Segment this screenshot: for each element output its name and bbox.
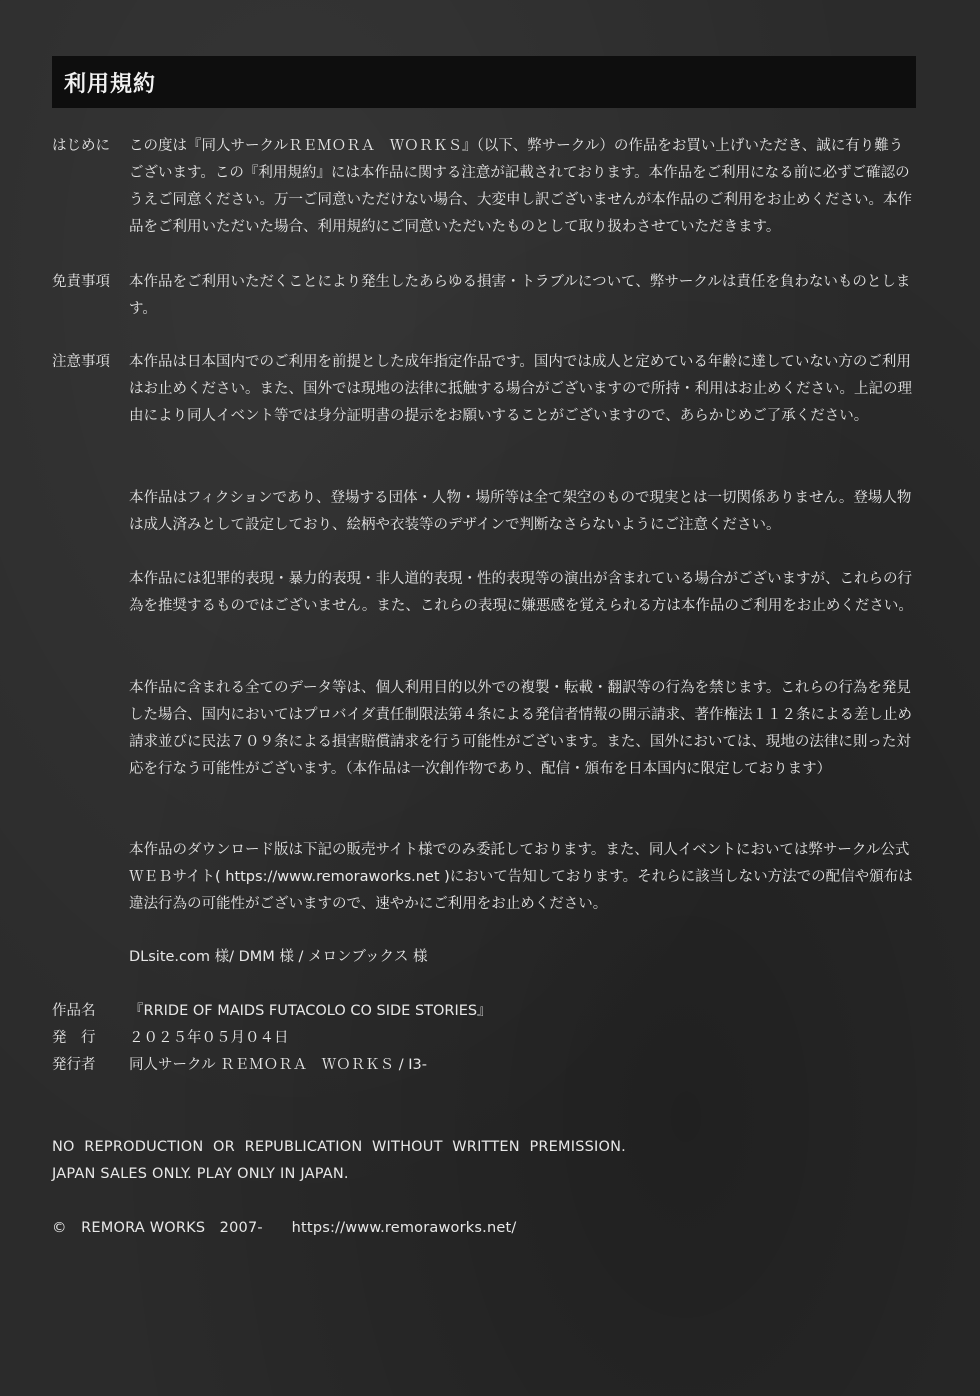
notes-paragraph-3: 本作品には犯罪的表現・暴力的表現・非人道的表現・性的表現等の演出が含まれている場合がございますが、これらの行為を推奨するものではございません。また、これらの表現に嫌悪感を覚えられる方は本作品のご利用をお止めください。: [129, 571, 913, 614]
page-title: 利用規約: [64, 71, 157, 97]
copyright-line: © REMORA WORKS 2007- https://www.remoraworks.net/: [52, 1220, 517, 1236]
section-label-disclaimer: 免責事項: [52, 274, 110, 290]
section-text-intro: この度は『同人サークルＲＥＭＯＲＡ ＷＯＲＫＳ』（以下、弊サークル）の作品をお買い上げいただき、誠に有り難うございます。この『利用規約』には本作品に関する注意が記載されております。本作品をご利用になる前に必ずご確認のうえご同意ください。万一ご同意いただけない場合、大変申し訳ございませんが本作品のご利用をお止めください。本作品をご利用いただいた場合、利用規約にご同意いただいたものとして取り扱わさせていただきます。: [129, 138, 912, 235]
info-row-title: [52, 998, 916, 1025]
section-label-notes: 注意事項: [52, 354, 110, 370]
info-row-date: [52, 1025, 916, 1052]
work-title-value: 『RRIDE OF MAIDS FUTACOLO CO SIDE STORIES』: [129, 1003, 492, 1019]
section-label-intro: はじめに: [52, 138, 110, 154]
publish-date-label: 発 行: [52, 1030, 96, 1046]
section-notes: [52, 349, 916, 430]
japan-only-notice: JAPAN SALES ONLY. PLAY ONLY IN JAPAN.: [52, 1166, 349, 1182]
no-reproduction-notice: NO REPRODUCTION OR REPUBLICATION WITHOUT WRITTEN PREMISSION.: [52, 1139, 626, 1155]
section-text-disclaimer: 本作品をご利用いただくことにより発生したあらゆる損害・トラブルについて、弊サークルは責任を負わないものとします。: [129, 274, 911, 317]
section-text-notes-p1: 本作品は日本国内でのご利用を前提とした成年指定作品です。国内では成人と定めている年齢に達していない方のご利用はお止めください。また、国外では現地の法律に抵触する場合がございますので所持・利用はお止めください。上記の理由により同人イベント等では身分証明書の提示をお願いすることがございますので、あらかじめご了承ください。: [129, 354, 912, 424]
work-title-label: 作品名: [52, 1003, 96, 1019]
title-bar: [52, 56, 916, 108]
sales-sites-list: DLsite.com 様/ DMM 様 / メロンブックス 様: [129, 949, 428, 965]
section-intro: [52, 133, 916, 241]
section-disclaimer: [52, 269, 916, 323]
notes-paragraph-2: 本作品はフィクションであり、登場する団体・人物・場所等は全て架空のもので現実とは一切関係ありません。登場人物は成人済みとして設定しており、絵柄や衣装等のデザインで判断なさらないようにご注意ください。: [129, 490, 912, 533]
publisher-label: 発行者: [52, 1057, 96, 1073]
info-row-publisher: [52, 1052, 916, 1079]
notes-paragraph-5: 本作品のダウンロード版は下記の販売サイト様でのみ委託しております。また、同人イベントにおいては弊サークル公式ＷＥＢサイト( https://www.remoraworks.net )において告知しております。それらに該当しない方法での配信や頒布は違法行為の可能性がございますので、速やかにご利用をお止めください。: [129, 842, 913, 912]
publish-date-value: ２０２５年０５月０４日: [129, 1030, 289, 1046]
notes-paragraph-4: 本作品に含まれる全てのデータ等は、個人利用目的以外での複製・転載・翻訳等の行為を禁じます。これらの行為を発見した場合、国内においてはプロバイダ責任制限法第４条による発信者情報の開示請求、著作権法１１２条による差し止め請求並びに民法７０９条による損害賠償請求を行う可能性がございます。また、国外においては、現地の法律に則った対応を行なう可能性がございます。（本作品は一次創作物であり、配信・頒布を日本国内に限定しております）: [129, 680, 912, 777]
publisher-value: 同人サークル ＲＥＭＯＲＡ ＷＯＲＫＳ / I3-: [129, 1057, 428, 1073]
